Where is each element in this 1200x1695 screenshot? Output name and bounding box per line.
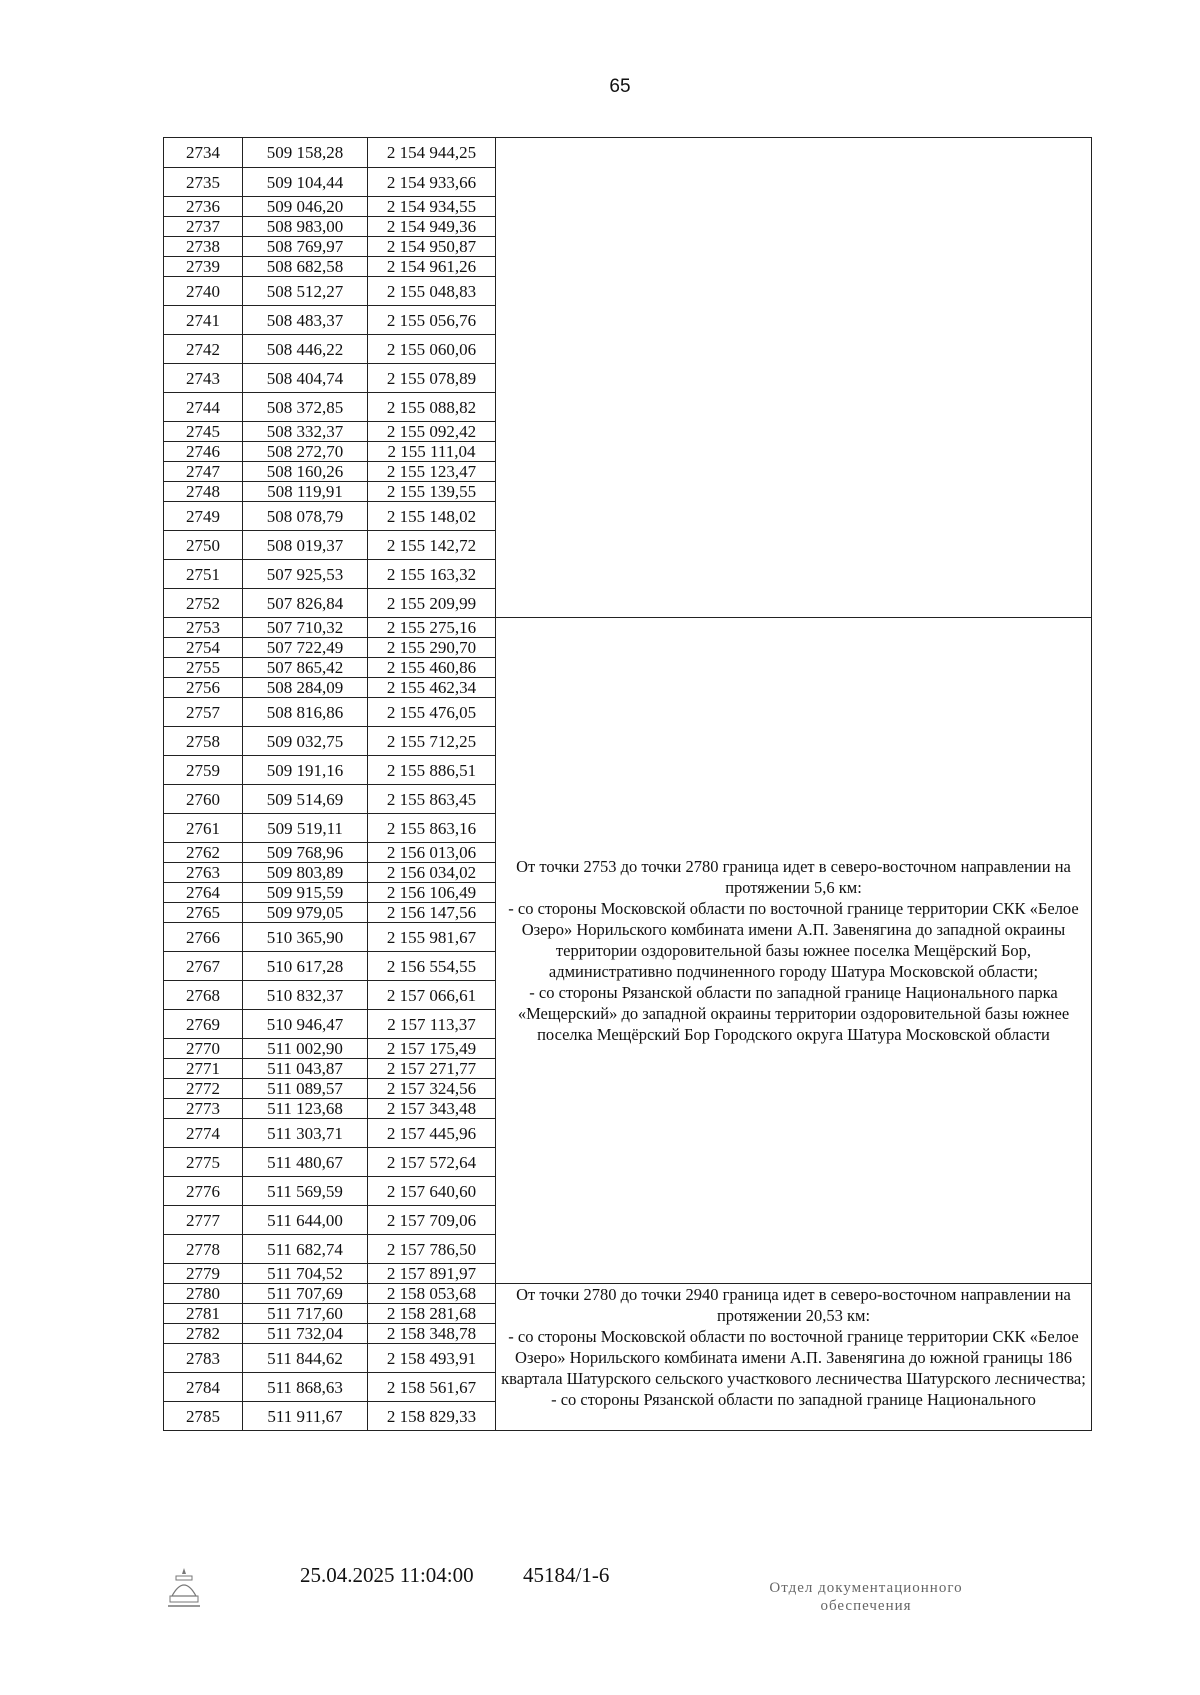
x-coordinate-cell: 509 104,44 [243,168,368,197]
boundary-description-line: От точки 2753 до точки 2780 граница идет в северо-восточном направлении на протяжении 5,6 км: [516,857,1071,897]
point-number-cell: 2784 [164,1373,243,1402]
table-row [164,1284,1092,1304]
y-coordinate-cell: 2 155 863,45 [368,785,496,814]
x-coordinate-cell: 509 514,69 [243,785,368,814]
point-number-cell: 2777 [164,1206,243,1235]
y-coordinate-cell: 2 155 712,25 [368,727,496,756]
boundary-description-cell [496,1284,1092,1431]
footer-doc-number: 45184/1-6 [523,1563,610,1587]
x-coordinate-cell: 511 911,67 [243,1402,368,1431]
y-coordinate-cell: 2 155 209,99 [368,589,496,618]
x-coordinate-cell: 507 826,84 [243,589,368,618]
x-coordinate-cell: 509 803,89 [243,863,368,883]
x-coordinate-cell: 508 983,00 [243,217,368,237]
point-number-cell: 2769 [164,1010,243,1039]
boundary-description-line: - со стороны Московской области по восточной границе территории СКК «Белое Озеро» Норильского комбината имени А.П. Завенягина до южной границы 186 квартала Шатурского сельского участкового лесничества Шатурского лесничества; [501,1327,1086,1388]
x-coordinate-cell: 508 483,37 [243,306,368,335]
y-coordinate-cell: 2 157 343,48 [368,1099,496,1119]
point-number-cell: 2762 [164,843,243,863]
x-coordinate-cell: 511 682,74 [243,1235,368,1264]
x-coordinate-cell: 511 123,68 [243,1099,368,1119]
y-coordinate-cell: 2 154 950,87 [368,237,496,257]
y-coordinate-cell: 2 155 078,89 [368,364,496,393]
y-coordinate-cell: 2 155 148,02 [368,502,496,531]
x-coordinate-cell: 508 446,22 [243,335,368,364]
y-coordinate-cell: 2 157 445,96 [368,1119,496,1148]
y-coordinate-cell: 2 155 048,83 [368,277,496,306]
point-number-cell: 2763 [164,863,243,883]
y-coordinate-cell: 2 154 944,25 [368,138,496,168]
point-number-cell: 2747 [164,462,243,482]
y-coordinate-cell: 2 154 933,66 [368,168,496,197]
y-coordinate-cell: 2 158 281,68 [368,1304,496,1324]
boundary-description-line: От точки 2780 до точки 2940 граница идет в северо-восточном направлении на протяжении 20,53 км: [516,1285,1071,1325]
y-coordinate-cell: 2 155 163,32 [368,560,496,589]
y-coordinate-cell: 2 155 123,47 [368,462,496,482]
x-coordinate-cell: 507 925,53 [243,560,368,589]
x-coordinate-cell: 511 868,63 [243,1373,368,1402]
point-number-cell: 2743 [164,364,243,393]
y-coordinate-cell: 2 155 142,72 [368,531,496,560]
point-number-cell: 2774 [164,1119,243,1148]
y-coordinate-cell: 2 157 891,97 [368,1264,496,1284]
x-coordinate-cell: 509 191,16 [243,756,368,785]
y-coordinate-cell: 2 157 113,37 [368,1010,496,1039]
x-coordinate-cell: 511 707,69 [243,1284,368,1304]
x-coordinate-cell: 510 617,28 [243,952,368,981]
page-number: 65 [609,76,631,97]
point-number-cell: 2734 [164,138,243,168]
y-coordinate-cell: 2 158 053,68 [368,1284,496,1304]
emblem-logo [164,1566,204,1610]
x-coordinate-cell: 507 865,42 [243,658,368,678]
y-coordinate-cell: 2 157 572,64 [368,1148,496,1177]
y-coordinate-cell: 2 155 290,70 [368,638,496,658]
y-coordinate-cell: 2 156 034,02 [368,863,496,883]
point-number-cell: 2741 [164,306,243,335]
point-number-cell: 2778 [164,1235,243,1264]
point-number-cell: 2745 [164,422,243,442]
y-coordinate-cell: 2 155 092,42 [368,422,496,442]
x-coordinate-cell: 509 046,20 [243,197,368,217]
y-coordinate-cell: 2 156 013,06 [368,843,496,863]
point-number-cell: 2744 [164,393,243,422]
x-coordinate-cell: 511 844,62 [243,1344,368,1373]
point-number-cell: 2748 [164,482,243,502]
point-number-cell: 2770 [164,1039,243,1059]
x-coordinate-cell: 509 915,59 [243,883,368,903]
y-coordinate-cell: 2 155 981,67 [368,923,496,952]
x-coordinate-cell: 511 043,87 [243,1059,368,1079]
point-number-cell: 2751 [164,560,243,589]
y-coordinate-cell: 2 155 275,16 [368,618,496,638]
x-coordinate-cell: 511 002,90 [243,1039,368,1059]
x-coordinate-cell: 511 480,67 [243,1148,368,1177]
x-coordinate-cell: 511 732,04 [243,1324,368,1344]
x-coordinate-cell: 509 158,28 [243,138,368,168]
x-coordinate-cell: 508 078,79 [243,502,368,531]
x-coordinate-cell: 509 519,11 [243,814,368,843]
boundary-description-line: - со стороны Рязанской области по западной границе Национального парка «Мещерский» до западной окраины территории оздоровительной базы южнее поселка Мещёрский Бор Городского округа Шатура Московской области [517,983,1070,1044]
point-number-cell: 2775 [164,1148,243,1177]
point-number-cell: 2754 [164,638,243,658]
y-coordinate-cell: 2 156 147,56 [368,903,496,923]
point-number-cell: 2779 [164,1264,243,1284]
y-coordinate-cell: 2 158 348,78 [368,1324,496,1344]
point-number-cell: 2735 [164,168,243,197]
x-coordinate-cell: 507 710,32 [243,618,368,638]
point-number-cell: 2773 [164,1099,243,1119]
y-coordinate-cell: 2 155 088,82 [368,393,496,422]
point-number-cell: 2750 [164,531,243,560]
point-number-cell: 2768 [164,981,243,1010]
point-number-cell: 2761 [164,814,243,843]
y-coordinate-cell: 2 158 493,91 [368,1344,496,1373]
y-coordinate-cell: 2 155 476,05 [368,698,496,727]
y-coordinate-cell: 2 156 554,55 [368,952,496,981]
x-coordinate-cell: 510 832,37 [243,981,368,1010]
point-number-cell: 2772 [164,1079,243,1099]
point-number-cell: 2760 [164,785,243,814]
point-number-cell: 2746 [164,442,243,462]
point-number-cell: 2736 [164,197,243,217]
y-coordinate-cell: 2 154 949,36 [368,217,496,237]
x-coordinate-cell: 511 569,59 [243,1177,368,1206]
boundary-description-cell [496,618,1092,1284]
point-number-cell: 2755 [164,658,243,678]
y-coordinate-cell: 2 155 060,06 [368,335,496,364]
stamp-line-1: Отдел документационного [769,1580,963,1596]
point-number-cell: 2742 [164,335,243,364]
y-coordinate-cell: 2 157 709,06 [368,1206,496,1235]
point-number-cell: 2767 [164,952,243,981]
x-coordinate-cell: 511 704,52 [243,1264,368,1284]
x-coordinate-cell: 508 372,85 [243,393,368,422]
x-coordinate-cell: 508 272,70 [243,442,368,462]
table-row [164,618,1092,638]
x-coordinate-cell: 509 979,05 [243,903,368,923]
y-coordinate-cell: 2 157 271,77 [368,1059,496,1079]
y-coordinate-cell: 2 155 139,55 [368,482,496,502]
point-number-cell: 2780 [164,1284,243,1304]
y-coordinate-cell: 2 158 561,67 [368,1373,496,1402]
x-coordinate-cell: 511 644,00 [243,1206,368,1235]
x-coordinate-cell: 511 717,60 [243,1304,368,1324]
coordinates-table-body [164,138,1092,1431]
boundary-description-line: - со стороны Рязанской области по западной границе Национального [551,1390,1036,1409]
point-number-cell: 2740 [164,277,243,306]
y-coordinate-cell: 2 155 863,16 [368,814,496,843]
point-number-cell: 2776 [164,1177,243,1206]
point-number-cell: 2749 [164,502,243,531]
point-number-cell: 2738 [164,237,243,257]
x-coordinate-cell: 507 722,49 [243,638,368,658]
point-number-cell: 2765 [164,903,243,923]
point-number-cell: 2766 [164,923,243,952]
footer-datetime: 25.04.2025 11:04:00 [300,1563,474,1587]
x-coordinate-cell: 508 284,09 [243,678,368,698]
x-coordinate-cell: 508 512,27 [243,277,368,306]
x-coordinate-cell: 508 019,37 [243,531,368,560]
y-coordinate-cell: 2 154 961,26 [368,257,496,277]
boundary-description-line: - со стороны Московской области по восточной границе территории СКК «Белое Озеро» Норильского комбината имени А.П. Завенягина до западной окраины территории оздоровительной базы южнее поселка Мещёрский Бор, административно подчиненного городу Шатура Московской области; [508,899,1079,981]
point-number-cell: 2771 [164,1059,243,1079]
point-number-cell: 2759 [164,756,243,785]
point-number-cell: 2785 [164,1402,243,1431]
x-coordinate-cell: 508 816,86 [243,698,368,727]
point-number-cell: 2782 [164,1324,243,1344]
y-coordinate-cell: 2 157 324,56 [368,1079,496,1099]
y-coordinate-cell: 2 154 934,55 [368,197,496,217]
x-coordinate-cell: 508 160,26 [243,462,368,482]
y-coordinate-cell: 2 155 056,76 [368,306,496,335]
department-stamp [731,1579,1001,1615]
empty-description-cell [496,138,1092,618]
point-number-cell: 2758 [164,727,243,756]
point-number-cell: 2764 [164,883,243,903]
point-number-cell: 2739 [164,257,243,277]
point-number-cell: 2752 [164,589,243,618]
table-row [164,138,1092,168]
point-number-cell: 2781 [164,1304,243,1324]
point-number-cell: 2756 [164,678,243,698]
x-coordinate-cell: 508 404,74 [243,364,368,393]
x-coordinate-cell: 509 032,75 [243,727,368,756]
point-number-cell: 2783 [164,1344,243,1373]
point-number-cell: 2753 [164,618,243,638]
point-number-cell: 2757 [164,698,243,727]
y-coordinate-cell: 2 155 111,04 [368,442,496,462]
y-coordinate-cell: 2 157 066,61 [368,981,496,1010]
point-number-cell: 2737 [164,217,243,237]
x-coordinate-cell: 510 946,47 [243,1010,368,1039]
y-coordinate-cell: 2 157 175,49 [368,1039,496,1059]
coordinates-table [163,137,1092,1431]
y-coordinate-cell: 2 158 829,33 [368,1402,496,1431]
y-coordinate-cell: 2 157 786,50 [368,1235,496,1264]
x-coordinate-cell: 510 365,90 [243,923,368,952]
y-coordinate-cell: 2 156 106,49 [368,883,496,903]
x-coordinate-cell: 508 682,58 [243,257,368,277]
y-coordinate-cell: 2 155 886,51 [368,756,496,785]
x-coordinate-cell: 508 332,37 [243,422,368,442]
x-coordinate-cell: 511 303,71 [243,1119,368,1148]
y-coordinate-cell: 2 157 640,60 [368,1177,496,1206]
x-coordinate-cell: 508 119,91 [243,482,368,502]
stamp-line-2: обеспечения [820,1598,912,1614]
y-coordinate-cell: 2 155 460,86 [368,658,496,678]
x-coordinate-cell: 509 768,96 [243,843,368,863]
x-coordinate-cell: 511 089,57 [243,1079,368,1099]
x-coordinate-cell: 508 769,97 [243,237,368,257]
y-coordinate-cell: 2 155 462,34 [368,678,496,698]
